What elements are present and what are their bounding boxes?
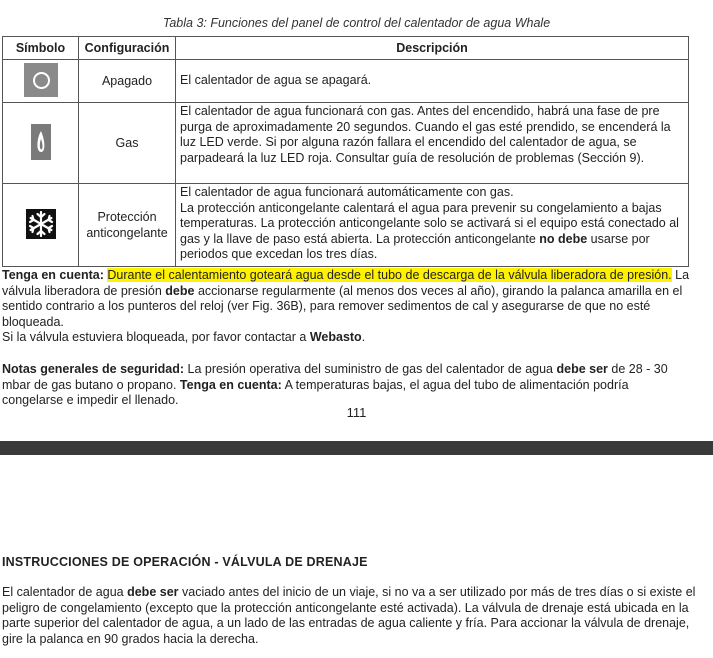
note-text: Si la válvula estuviera bloqueada, por favor contactar a — [2, 330, 310, 345]
drain-text: vaciado antes del inicio de un viaje, si no va a ser utilizado por más de tres días o si existe el peligro de congelamiento (excepto que la protección anticongelante esté activada). La válvula de drenaje está ubicada en la parte superior del calentador de agua, a un lado de las entradas de agua caliente y fría. Para accionar la válvula de drenaje, gire la palanca en 90 grados hacia la derecha. — [2, 585, 696, 646]
header-description: Descripción — [176, 37, 689, 60]
drain-bold: debe ser — [127, 585, 179, 599]
safety-bold: debe ser — [556, 362, 608, 376]
config-line: anticongelante — [86, 226, 168, 240]
note-text: accionarse regularmente (al menos dos veces al año), girando la palanca amarilla en el sentido contrario a los punteros del reloj (ver Fig. 36B), para remover sedimentos de cal y asegurarse de que no esté bloqueada. — [2, 283, 683, 329]
header-symbol: Símbolo — [3, 37, 79, 60]
section-heading: INSTRUCCIONES DE OPERACIÓN - VÁLVULA DE DRENAJE — [2, 555, 368, 569]
page-separator — [0, 441, 713, 455]
safety-text: A temperaturas bajas, el agua del tubo de alimentación podría congelarse e impedir el llenado. — [2, 377, 629, 408]
config-cell: Gas — [79, 103, 176, 184]
highlighted-text: Durante el calentamiento goteará agua desde el tubo de descarga de la válvula liberadora de presión. — [107, 268, 672, 282]
symbol-cell — [3, 103, 79, 184]
symbol-cell — [3, 60, 79, 103]
description-text: El calentador de agua funcionará automáticamente con gas. — [180, 185, 514, 199]
table-caption: Tabla 3: Funciones del panel de control del calentador de agua Whale — [162, 16, 551, 30]
config-cell — [79, 184, 176, 267]
table-row — [3, 184, 689, 267]
description-cell — [176, 184, 689, 267]
snowflake-icon — [26, 209, 56, 239]
header-config: Configuración — [79, 37, 176, 60]
brand-name: Webasto — [309, 330, 362, 345]
safety-text: de 28 - 30 mbar de gas butano o propano. — [2, 362, 668, 392]
note-paragraph: Tenga en cuenta: Durante el calentamiento goteará agua desde el tubo de descarga de la válvula liberadora de presión. La válvula liberadora de presión debe accionarse regularmente (al menos dos veces al año), girando la palanca amarilla en el sentido contrario a los punteros del reloj (ver Fig. 36B), para remover sedimentos de cal y asegurarse de que no esté bloqueada. Si la válvula estuviera bloqueada, por favor contactar a Webasto. — [2, 268, 690, 345]
config-cell: Apagado — [79, 60, 176, 103]
control-panel-table — [2, 36, 689, 267]
safety-paragraph — [2, 362, 690, 409]
drain-paragraph — [2, 585, 702, 647]
table-row — [3, 60, 689, 103]
drain-text: El calentador de agua — [2, 585, 128, 599]
page-number: 111 — [346, 405, 367, 420]
safety-label: Notas generales de seguridad: — [2, 362, 185, 376]
description-text: usarse por periodos que excedan los tres días. — [180, 231, 650, 262]
config-line: Protección — [97, 210, 157, 224]
table-header-row — [3, 37, 689, 60]
symbol-cell — [3, 184, 79, 267]
note-bold: debe — [165, 283, 195, 298]
power-off-icon — [24, 63, 58, 97]
note-text: La válvula liberadora de presión — [2, 268, 690, 298]
table-row — [3, 103, 689, 184]
description-cell: El calentador de agua se apagará. — [176, 60, 689, 103]
gas-flame-icon — [31, 124, 51, 160]
description-cell: El calentador de agua funcionará con gas. Antes del encendido, habrá una fase de pre purga de aproximadamente 20 segundos. Cuando el gas esté prendido, se encenderá la luz LED verde. Si por alguna razón fallara el encendido del calentador de agua, se parpadeará la luz LED roja. Consultar guía de resolución de problemas (Sección 9). — [176, 103, 689, 184]
safety-bold: Tenga en cuenta: — [179, 377, 282, 392]
description-bold: no debe — [539, 231, 588, 246]
safety-text: La presión operativa del suministro de gas del calentador de agua — [184, 362, 557, 376]
description-text: La protección anticongelante calentará el agua para prevenir su congelamiento a bajas temperaturas. La protección anticongelante solo se activará si el equipo está conectado al gas y la llave de paso está abierta. La protección anticongelante — [180, 200, 679, 246]
note-label: Tenga en cuenta: — [2, 268, 104, 282]
